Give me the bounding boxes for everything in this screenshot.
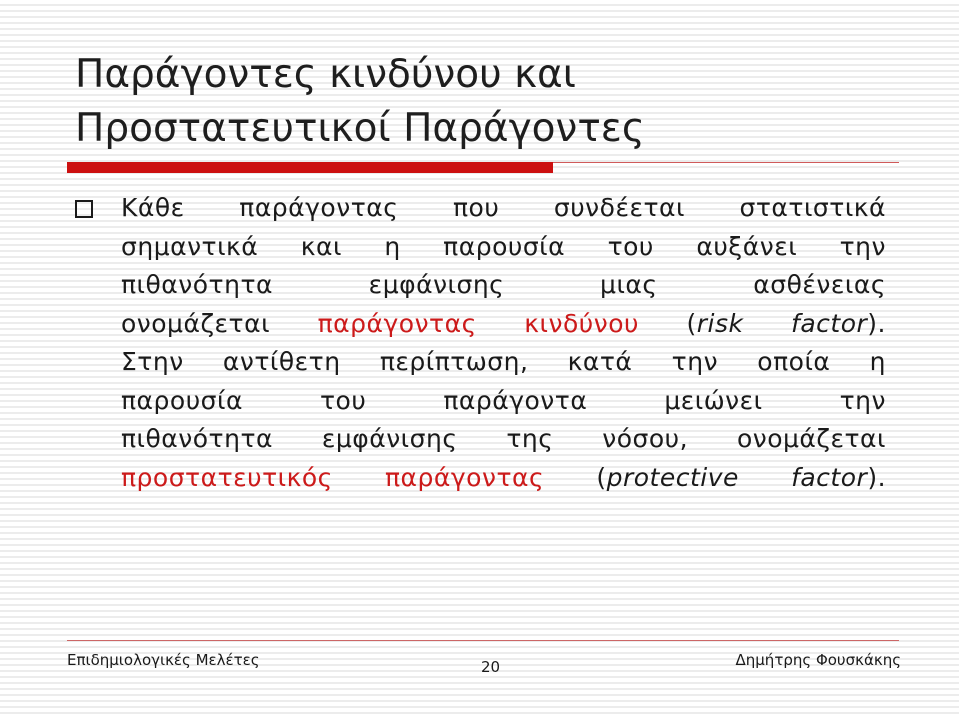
risk-factor-english: risk factor [696,308,868,338]
protective-factor-term: προστατευτικός παράγοντας [121,462,545,492]
paragraph-line: πιθανότητα εμφάνισης μιας ασθένειας [121,270,886,299]
footer-course-title: Επιδημιολογικές Μελέτες [67,651,260,669]
paragraph-line: παρουσία του παράγοντα μειώνει την [121,385,886,415]
paragraph-line: σημαντικά και η παρουσία του αυξάνει την [121,231,886,261]
text: ). [867,308,886,338]
text: ). [867,462,887,492]
title-underline-accent [67,162,553,173]
hollow-square-icon [75,200,93,218]
footer-page-number: 20 [481,658,501,676]
slide-title [75,48,915,156]
title-underline-thin [553,162,899,163]
paragraph-line [121,459,886,498]
paragraph-line: Κάθε παράγοντας που συνδέεται στατιστικά [121,193,886,222]
text: ονομάζεται [121,308,318,338]
slide-title-line-2: Προστατευτικοί Παράγοντες [75,106,645,151]
paragraph-line: πιθανότητα εμφάνισης της νόσου, ονομάζεται [121,424,886,453]
paragraph-line: Στην αντίθετη περίπτωση, κατά την οποία η [121,347,886,376]
footer-author: Δημήτρης Φουσκάκης [735,651,901,669]
text: ( [638,308,697,338]
definition-paragraph [121,189,886,497]
risk-factor-term: παράγοντας κινδύνου [317,308,639,338]
footer-divider [67,640,899,641]
text: ( [544,462,607,492]
slide-title-line-1: Παράγοντες κινδύνου και [75,52,576,97]
paragraph-line [121,305,886,344]
protective-factor-english: protective factor [606,462,868,492]
